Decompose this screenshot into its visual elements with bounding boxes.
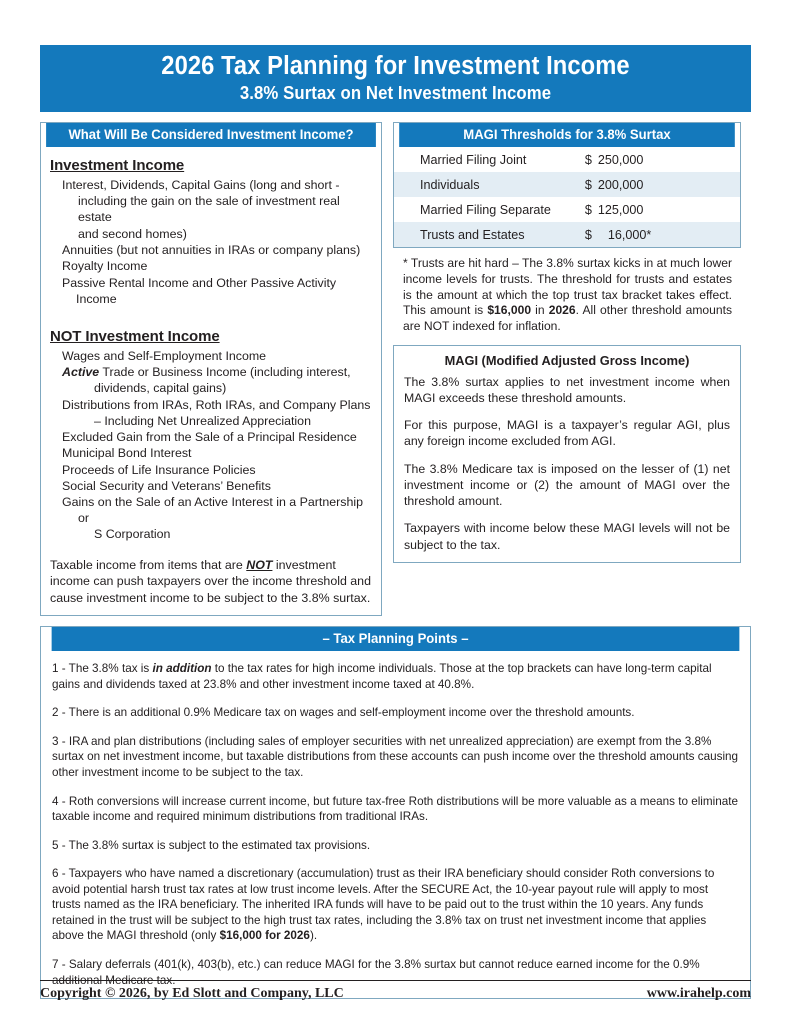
list-item-text: Social Security and Veterans’ Benefits <box>62 479 271 494</box>
list-item <box>62 194 372 226</box>
list-item-text: Interest, Dividends, Capital Gains (long and short - <box>62 177 340 192</box>
list-item <box>62 463 372 479</box>
point6-bold-amount: $16,000 for 2026 <box>219 929 310 943</box>
list-item-text: including the gain on the sale of investment real estate <box>78 194 340 225</box>
list-item-text: Passive Rental Income and Other Passive Activity Income <box>62 275 337 306</box>
list-item <box>62 178 372 194</box>
magi-paragraph: For this purpose, MAGI is a taxpayer’s regular AGI, plus any foreign income excluded from AGI. <box>404 418 730 449</box>
website-link[interactable]: www.irahelp.com <box>646 986 751 1001</box>
left-column <box>40 122 382 616</box>
magi-paragraph: Taxpayers with income below these MAGI levels will not be subject to the tax. <box>404 521 730 552</box>
taxable-income-note: Taxable income from items that are NOT investment income can push taxpayers over the income threshold and cause investment income to be subject to the 3.8% surtax. <box>50 558 371 605</box>
currency-symbol: $ <box>584 152 592 167</box>
list-item <box>62 430 372 446</box>
table-cell-label: Individuals <box>394 172 581 197</box>
amount-value: 125,000 <box>597 202 644 217</box>
planning-point: 4 - Roth conversions will increase current income, but future tax-free Roth distributions will be more valuable as a means to eliminate taxable income and required minimum distributions from traditional IRAs. <box>52 794 738 824</box>
magi-definition-panel <box>393 345 741 563</box>
planning-point: 7 - Salary deferrals (401(k), 403(b), etc.) can reduce MAGI for the 3.8% surtax but cannot reduce earned income for the 0.9% additional Medicare tax. <box>52 958 700 987</box>
page-title: 2026 Tax Planning for Investment Income <box>161 52 630 80</box>
footer-divider <box>40 980 751 981</box>
list-item <box>62 276 372 308</box>
list-item: Active Trade or Business Income (including interest, dividends, capital gains) <box>62 365 351 396</box>
footnote-bold-amount: $16,000 <box>487 303 532 318</box>
list-item-text: Wages and Self-Employment Income <box>62 349 267 364</box>
active-emphasis: Active <box>62 365 100 380</box>
list-item <box>62 479 372 495</box>
table-cell-value <box>581 222 740 247</box>
currency-symbol: $ <box>584 227 592 242</box>
magi-definition-title: MAGI (Modified Adjusted Gross Income) <box>444 352 690 368</box>
table-row <box>394 222 740 247</box>
table-cell-value <box>581 197 740 222</box>
copyright-text: Copyright © 2026, by Ed Slott and Company, LLC <box>40 986 344 1001</box>
currency-symbol: $ <box>584 202 592 217</box>
in-addition-emphasis: in addition <box>152 662 212 676</box>
investment-income-panel-heading: What Will Be Considered Investment Income? <box>46 123 376 147</box>
investment-income-panel <box>40 122 382 616</box>
planning-point: 2 - There is an additional 0.9% Medicare tax on wages and self-employment income over the threshold amounts. <box>52 706 635 720</box>
not-emphasis: NOT <box>246 558 273 573</box>
planning-point: 5 - The 3.8% surtax is subject to the estimated tax provisions. <box>52 838 371 852</box>
document-title-banner <box>40 45 751 112</box>
footnote-bold-year: 2026 <box>548 303 576 318</box>
page-footer <box>40 980 751 1002</box>
list-item-text: Proceeds of Life Insurance Policies <box>62 462 256 477</box>
investment-income-title: Investment Income <box>50 157 185 175</box>
amount-value: 16,000* <box>607 227 652 242</box>
list-item <box>62 349 372 365</box>
right-column <box>393 122 741 563</box>
table-row <box>394 172 740 197</box>
not-investment-income-title: NOT Investment Income <box>50 328 220 346</box>
list-item-text: Excluded Gain from the Sale of a Principal Residence <box>62 429 357 444</box>
list-item: Gains on the Sale of an Active Interest in a Partnership or S Corporation <box>62 495 363 542</box>
magi-paragraph: The 3.8% surtax applies to net investment income when MAGI exceeds these threshold amounts. <box>404 374 730 406</box>
list-item-text: Annuities (but not annuities in IRAs or company plans) <box>62 242 361 257</box>
list-item <box>62 259 372 275</box>
tax-planning-points-body <box>41 651 750 998</box>
planning-point: 6 - Taxpayers who have named a discretionary (accumulation) trust as their IRA beneficiary should consider Roth conversions to avoid potential harsh trust tax rates at low trust income levels. After the SECURE Act, the 10-year payout rule will apply to most trusts named as the IRA beneficiary. The inherited IRA funds will have to be paid out to the trust within the 10 years. Any funds retained in the trust will be subject to the high trust tax rates, including the 3.8% tax on trust net investment income that applies above the MAGI threshold (only $16,000 for 2026). <box>52 867 715 943</box>
table-cell-label: Married Filing Joint <box>420 152 527 167</box>
tax-planning-points-heading: – Tax Planning Points – <box>52 627 740 651</box>
investment-income-panel-body <box>41 147 381 615</box>
list-item-text: Municipal Bond Interest <box>62 446 192 461</box>
table-row <box>394 197 740 222</box>
page-subtitle: 3.8% Surtax on Net Investment Income <box>239 82 552 103</box>
magi-thresholds-heading: MAGI Thresholds for 3.8% Surtax <box>399 123 735 147</box>
tax-planning-points-panel <box>40 626 751 999</box>
investment-income-list <box>50 178 372 308</box>
list-item <box>62 227 372 243</box>
currency-symbol: $ <box>584 177 592 192</box>
list-item <box>62 446 372 462</box>
magi-definition-body <box>394 370 740 562</box>
list-item: Distributions from IRAs, Roth IRAs, and Company Plans – Including Net Unrealized Appreciation <box>62 397 371 428</box>
list-item-text: Royalty Income <box>62 259 148 274</box>
planning-point: 1 - The 3.8% tax is in addition to the tax rates for high income individuals. Those at the top brackets can have long-term capital gains and dividends taxed at 23.8% and other investment income taxed at 40.8%. <box>52 662 712 691</box>
table-cell-label: Trusts and Estates <box>394 222 581 247</box>
magi-thresholds-table <box>394 147 740 247</box>
list-item-text: and second homes) <box>78 226 187 241</box>
two-column-region <box>40 122 751 616</box>
not-investment-income-list <box>50 349 372 543</box>
trusts-footnote: * Trusts are hit hard – The 3.8% surtax kicks in at much lower income levels for trusts. The threshold for trusts and estates is the amount at which the top trust tax bracket takes effect. This amount is $16,000 in 2026. All other threshold amounts are NOT indexed for inflation. <box>403 256 733 334</box>
amount-value: 200,000 <box>597 177 644 192</box>
table-cell-label: Married Filing Separate <box>420 202 551 217</box>
list-item <box>62 243 372 259</box>
amount-value: 250,000 <box>597 152 644 167</box>
magi-thresholds-panel <box>393 122 741 248</box>
footer-row <box>40 986 751 1002</box>
table-cell-value <box>581 147 740 172</box>
table-cell-value <box>581 172 740 197</box>
planning-point: 3 - IRA and plan distributions (including sales of employer securities with net unrealized appreciation) are exempt from the 3.8% surtax on net investment income, but taxable distributions from these accounts can push income over the threshold amounts causing other investment income to be subject to the tax. <box>52 734 739 779</box>
table-row <box>394 147 740 172</box>
magi-paragraph: The 3.8% Medicare tax is imposed on the lesser of (1) net investment income or (2) the amount of MAGI over the threshold amount. <box>404 461 730 509</box>
